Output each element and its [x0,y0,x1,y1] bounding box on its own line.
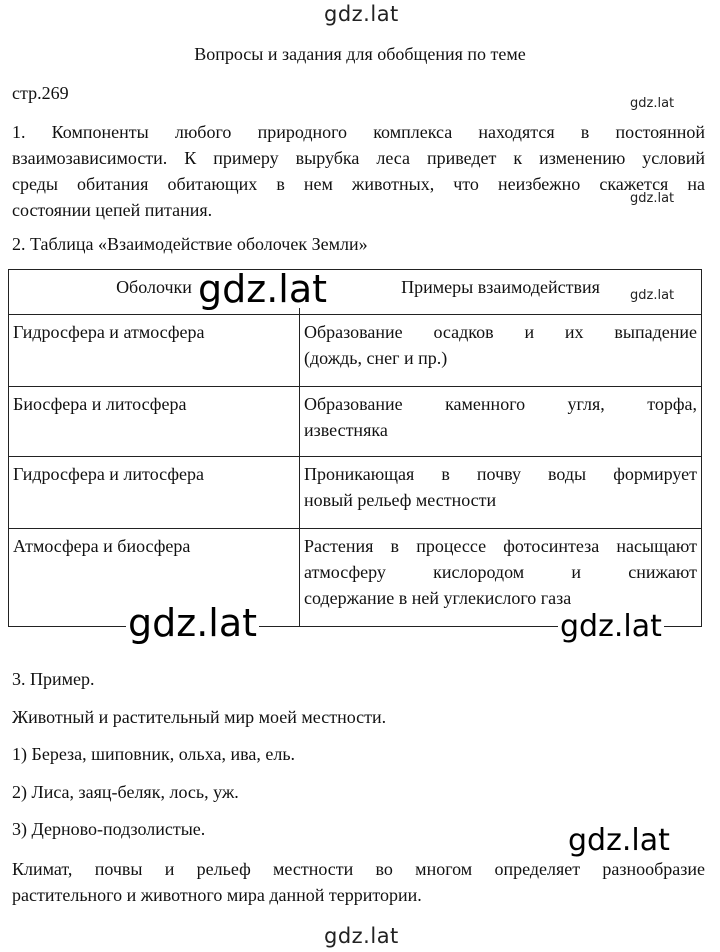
column-header-examples: Примеры взаимодействия [300,270,702,315]
table-header-row [9,270,702,315]
example-cell [300,387,702,457]
conclusion-line: растительного и животного мира данной территории. [12,885,422,905]
example-line: Проникающая в почву воды формирует [304,464,697,484]
answer-3-item: 1) Береза, шиповник, ольха, ива, ель. [12,744,296,764]
shells-cell: Атмосфера и биосфера [9,529,300,627]
example-line: Растения в процессе фотосинтеза насыщают [304,536,697,556]
answer-3-item: 3) Дерново-подзолистые. [12,819,206,839]
answer-1-line: взаимозависимости. К примеру вырубка леса приведет к изменению условий [12,148,705,168]
answer-3-heading: 3. Пример. [12,669,95,689]
watermark-bottom: gdz.lat [324,924,399,948]
answer-1 [12,119,705,223]
shells-cell: Гидросфера и атмосфера [9,315,300,387]
page-title: Вопросы и задания для обобщения по теме [194,44,526,64]
watermark-large: gdz.lat [198,267,328,311]
answer-1-line: состоянии цепей питания. [12,200,213,220]
example-line: содержание в ней углекислого газа [304,588,572,608]
watermark-large: gdz.lat [128,601,258,645]
answer-3-intro: Животный и растительный мир моей местности. [12,707,387,727]
table-heading: 2. Таблица «Взаимодействие оболочек Земли» [12,234,368,254]
watermark-medium: gdz.lat [560,609,662,644]
shells-cell: Биосфера и литосфера [9,387,300,457]
column-header-shells: Оболочки [9,270,300,315]
table-row [9,315,702,387]
page-reference: стр.269 [12,83,69,103]
answer-3-conclusion [12,856,705,908]
watermark-small: gdz.lat [630,96,675,111]
watermark-small: gdz.lat [630,191,675,206]
table-row [9,387,702,457]
answer-1-line: среды обитания обитающих в нем животных, что неизбежно скажется на [12,174,705,194]
table-row [9,457,702,529]
example-cell [300,457,702,529]
watermark-top: gdz.lat [324,2,399,26]
example-line: Образование осадков и их выпадение [304,322,697,342]
shells-cell: Гидросфера и литосфера [9,457,300,529]
watermark-medium: gdz.lat [568,823,670,858]
conclusion-line: Климат, почвы и рельеф местности во многом определяет разнообразие [12,859,705,879]
example-line: атмосферу кислородом и снижают [304,562,697,582]
example-line: Образование каменного угля, торфа, [304,394,697,414]
watermark-small: gdz.lat [630,288,675,303]
example-line: известняка [304,420,388,440]
example-line: (дождь, снег и пр.) [304,348,448,368]
example-line: новый рельеф местности [304,490,497,510]
shells-interaction-table [8,269,702,627]
example-cell [300,315,702,387]
answer-3-item: 2) Лиса, заяц-беляк, лось, уж. [12,782,239,802]
answer-1-line: 1. Компоненты любого природного комплекса находятся в постоянной [12,122,705,142]
